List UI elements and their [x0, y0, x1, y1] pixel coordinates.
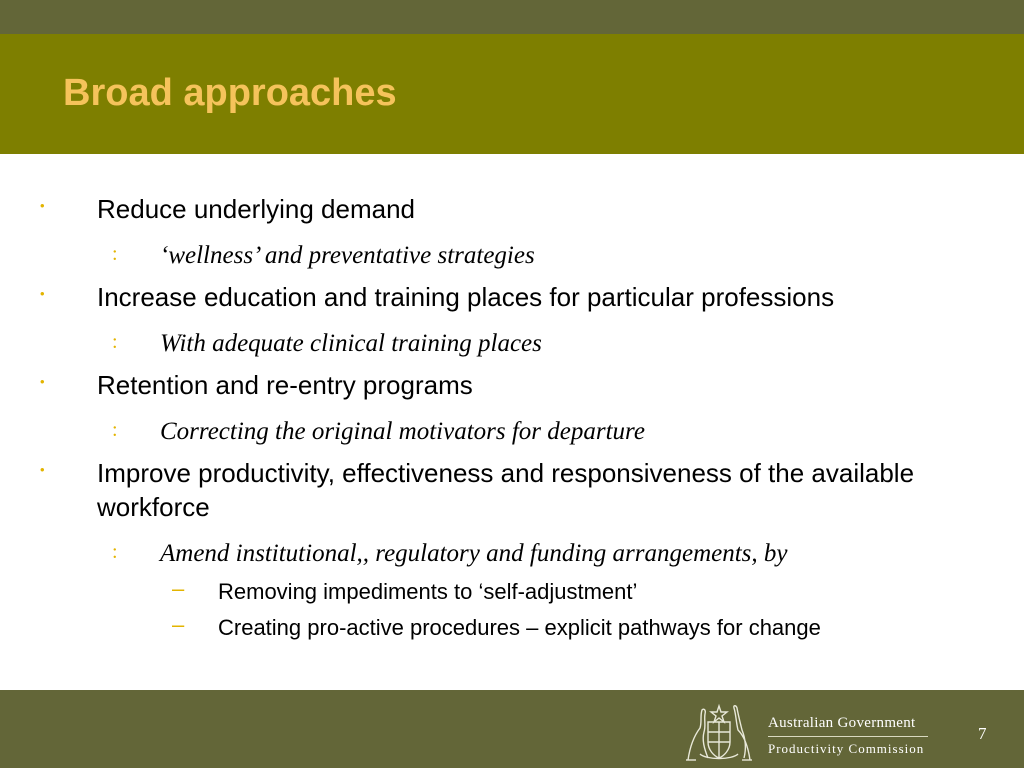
coat-of-arms-icon	[680, 700, 758, 764]
bullet-dot-icon: •	[40, 374, 45, 389]
sub-bullet-icon: :	[112, 419, 118, 441]
bullet-text: Reduce underlying demand	[97, 194, 415, 224]
org-subname: Productivity Commission	[768, 741, 925, 756]
sub-sub-bullet-text: Removing impediments to ‘self-adjustment’	[218, 579, 638, 604]
page-number: 7	[978, 724, 987, 743]
sub-bullet-icon: :	[112, 541, 118, 563]
sub-bullet-icon: :	[112, 331, 118, 353]
header-top-band	[0, 0, 1024, 34]
bullet-text: Increase education and training places for particular professions	[97, 282, 835, 312]
slide-title: Broad approaches	[63, 72, 397, 114]
sub-bullet-text: With adequate clinical training places	[160, 330, 542, 357]
bullet-dot-icon: •	[40, 198, 45, 213]
bullet-dot-icon: •	[40, 286, 45, 301]
sub-sub-bullet-text: Creating pro-active procedures – explicit pathways for change	[218, 615, 821, 640]
bullet-dot-icon: •	[40, 462, 45, 477]
sub-bullet-text: Amend institutional,, regulatory and funding arrangements, by	[160, 540, 788, 567]
dash-bullet-icon: –	[172, 576, 185, 601]
bullet-text: Improve productivity, effectiveness and responsiveness of the available workforce	[97, 458, 915, 522]
divider	[768, 736, 928, 737]
sub-bullet-text: Correcting the original motivators for departure	[160, 418, 645, 445]
dash-bullet-icon: –	[172, 612, 185, 637]
sub-bullet-icon: :	[112, 243, 118, 265]
org-name: Australian Government	[768, 715, 916, 731]
bullet-text: Retention and re-entry programs	[97, 370, 473, 400]
sub-bullet-text: ‘wellness’ and preventative strategies	[160, 242, 535, 269]
